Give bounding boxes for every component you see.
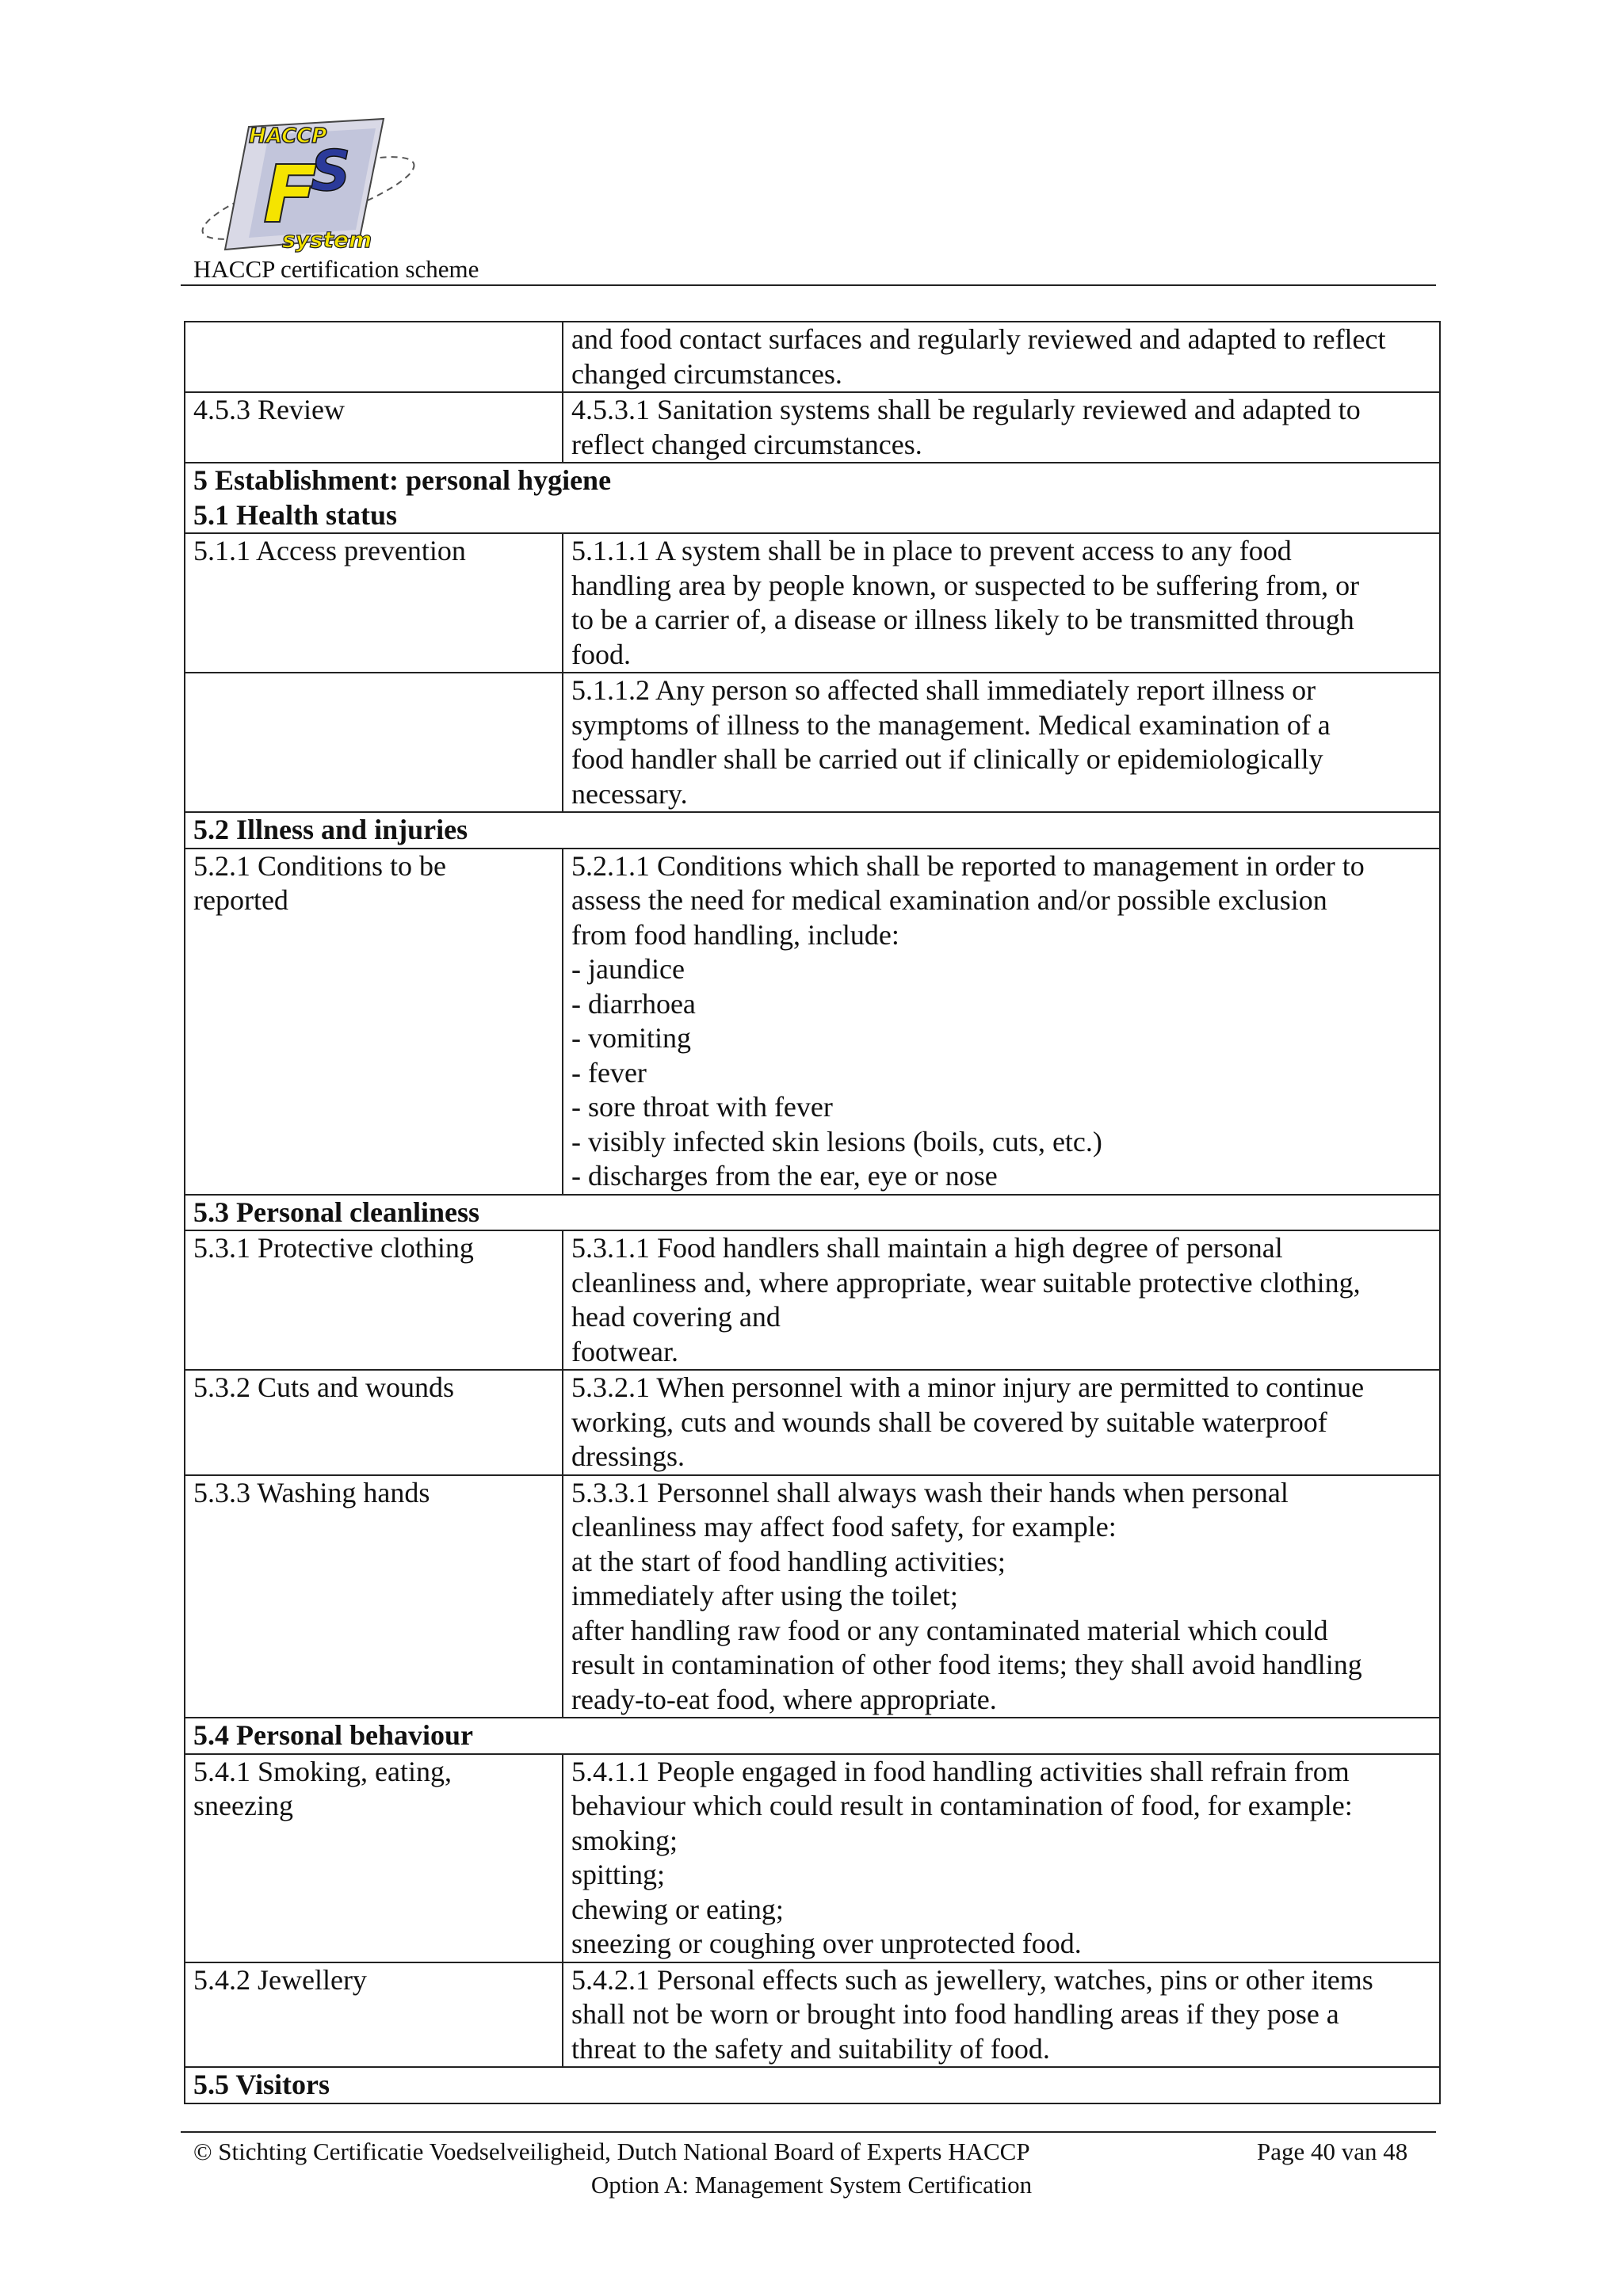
cell-line: from food handling, include: (571, 918, 899, 951)
cell-line: sneezing (193, 1790, 293, 1821)
section-header-row (185, 812, 1440, 849)
section-header-row (185, 463, 1440, 533)
cell-line: head covering and (571, 1301, 781, 1333)
cell-line: 5.4.2.1 Personal effects such as jewellery, watches, pins or other items (571, 1963, 1373, 1996)
cell-line: working, cuts and wounds shall be covered by suitable waterproof (571, 1405, 1327, 1438)
cell-line: chewing or eating; (571, 1893, 784, 1925)
cell-line: reflect changed circumstances. (571, 428, 922, 460)
cell-line: cleanliness and, where appropriate, wear suitable protective clothing, (571, 1266, 1361, 1299)
cell-line: 4.5.3.1 Sanitation systems shall be regularly reviewed and adapted to (571, 394, 1361, 425)
cell-line: food handler shall be carried out if clinically or epidemiologically (571, 743, 1323, 775)
requirement-cell (563, 849, 1440, 1195)
requirement-cell (563, 1475, 1440, 1718)
cell-line: 5.4.1.1 People engaged in food handling activities shall refrain from (571, 1755, 1350, 1787)
table-row (185, 849, 1440, 1195)
scheme-title: HACCP certification scheme (193, 255, 479, 283)
cell-line: behaviour which could result in contamination of food, for example: (571, 1790, 1353, 1821)
table-row (185, 533, 1440, 673)
cell-line: ready-to-eat food, where appropriate. (571, 1683, 997, 1715)
clause-title-cell (185, 673, 563, 812)
table-row (185, 1754, 1440, 1962)
cell-line: - diarrhoea (571, 987, 696, 1020)
cell-line: - visibly infected skin lesions (boils, cuts, etc.) (571, 1125, 1102, 1158)
table-row (185, 1962, 1440, 2068)
requirement-cell (563, 673, 1440, 812)
table-row (185, 1230, 1440, 1370)
clause-title-cell (185, 1230, 563, 1370)
cell-line: 5.3 Personal cleanliness (193, 1196, 479, 1228)
cell-line: 5.3.1.1 Food handlers shall maintain a high degree of personal (571, 1232, 1283, 1264)
cell-line: 5.1 Health status (193, 498, 398, 531)
table-row (185, 1475, 1440, 1718)
cell-line: - jaundice (571, 953, 685, 985)
clause-title-cell (185, 1370, 563, 1475)
cell-line: reported (193, 884, 288, 916)
cell-line: footwear. (571, 1335, 678, 1367)
cell-line: 5 Establishment: personal hygiene (193, 464, 612, 496)
cell-line: necessary. (571, 777, 688, 810)
haccp-fs-system-logo (193, 111, 423, 261)
cell-line: 5.2.1 Conditions to be (193, 849, 447, 882)
section-header-row (185, 2067, 1440, 2103)
svg-text:HACCP: HACCP (249, 124, 327, 148)
cell-line: and food contact surfaces and regularly reviewed and adapted to reflect (571, 323, 1386, 355)
cell-line: sneezing or coughing over unprotected food. (571, 1928, 1082, 1959)
svg-text:system: system (282, 227, 372, 253)
cell-line (193, 673, 554, 708)
section-header-row (185, 1195, 1440, 1231)
requirement-cell (563, 1754, 1440, 1962)
requirement-cell (563, 1370, 1440, 1475)
cell-line: smoking; (571, 1824, 678, 1856)
cell-line: 5.3.2 Cuts and wounds (193, 1371, 455, 1403)
cell-line: 5.3.3.1 Personnel shall always wash their hands when personal (571, 1476, 1289, 1508)
cell-line: 4.5.3 Review (193, 394, 345, 425)
cell-line: 5.3.2.1 When personnel with a minor injury are permitted to continue (571, 1371, 1365, 1403)
cell-line: 5.2.1.1 Conditions which shall be reported to management in order to (571, 849, 1365, 882)
cell-line: 5.3.1 Protective clothing (193, 1232, 474, 1264)
table-row (185, 1370, 1440, 1475)
section-header-row (185, 1718, 1440, 1754)
cell-line: 5.2 Illness and injuries (193, 814, 468, 845)
clause-title-cell (185, 533, 563, 673)
cell-line: 5.1.1.2 Any person so affected shall immediately report illness or (571, 674, 1316, 706)
clause-title-cell (185, 849, 563, 1195)
requirement-cell (563, 392, 1440, 463)
page-number: Page 40 van 48 (1257, 2138, 1408, 2165)
requirements-table (184, 321, 1441, 2104)
section-heading (185, 1718, 1440, 1754)
cell-line: 5.4 Personal behaviour (193, 1719, 474, 1751)
cell-line: symptoms of illness to the management. Medical examination of a (571, 708, 1331, 741)
cell-line: 5.4.2 Jewellery (193, 1963, 367, 1996)
requirement-cell (563, 322, 1440, 392)
cell-line (193, 322, 554, 357)
cell-line: assess the need for medical examination and/or possible exclusion (571, 884, 1327, 916)
cell-line: dressings. (571, 1440, 685, 1472)
footer-option: Option A: Management System Certification (590, 2171, 1033, 2199)
cell-line: - fever (571, 1056, 647, 1089)
footer-copyright: © Stichting Certificatie Voedselveiligheid, Dutch National Board of Experts HACCP (193, 2138, 1030, 2165)
cell-line: 5.3.3 Washing hands (193, 1476, 430, 1508)
section-heading (185, 1195, 1440, 1231)
cell-line: 5.5 Visitors (193, 2069, 330, 2100)
cell-line: 5.4.1 Smoking, eating, (193, 1755, 452, 1787)
cell-line: food. (571, 638, 631, 670)
clause-title-cell (185, 1475, 563, 1718)
cell-line: spitting; (571, 1859, 666, 1890)
section-heading (185, 2067, 1440, 2103)
cell-line: at the start of food handling activities; (571, 1545, 1006, 1577)
requirement-cell (563, 1230, 1440, 1370)
cell-line: - sore throat with fever (571, 1091, 833, 1123)
cell-line: result in contamination of other food items; they shall avoid handling (571, 1649, 1362, 1680)
cell-line: changed circumstances. (571, 357, 842, 390)
table-row (185, 322, 1440, 392)
cell-line: to be a carrier of, a disease or illness likely to be transmitted through (571, 604, 1354, 635)
cell-line: threat to the safety and suitability of food. (571, 2032, 1050, 2065)
clause-title-cell (185, 1754, 563, 1962)
cell-line: - discharges from the ear, eye or nose (571, 1160, 998, 1192)
section-heading (185, 463, 1440, 533)
requirement-cell (563, 533, 1440, 673)
table-row (185, 673, 1440, 812)
cell-line: - vomiting (571, 1022, 691, 1054)
cell-line: immediately after using the toilet; (571, 1580, 958, 1611)
cell-line: after handling raw food or any contaminated material which could (571, 1614, 1328, 1646)
section-heading (185, 812, 1440, 849)
table-row (185, 392, 1440, 463)
svg-text:F: F (263, 148, 318, 241)
cell-line: 5.1.1 Access prevention (193, 535, 466, 566)
header-divider (181, 284, 1436, 286)
svg-text:S: S (311, 139, 351, 204)
clause-title-cell (185, 322, 563, 392)
requirement-cell (563, 1962, 1440, 2068)
clause-title-cell (185, 392, 563, 463)
cell-line: shall not be worn or brought into food handling areas if they pose a (571, 1998, 1339, 2030)
footer-divider (181, 2131, 1436, 2133)
cell-line: 5.1.1.1 A system shall be in place to prevent access to any food (571, 535, 1292, 566)
cell-line: cleanliness may affect food safety, for example: (571, 1511, 1117, 1543)
clause-title-cell (185, 1962, 563, 2068)
cell-line: handling area by people known, or suspected to be suffering from, or (571, 569, 1360, 601)
